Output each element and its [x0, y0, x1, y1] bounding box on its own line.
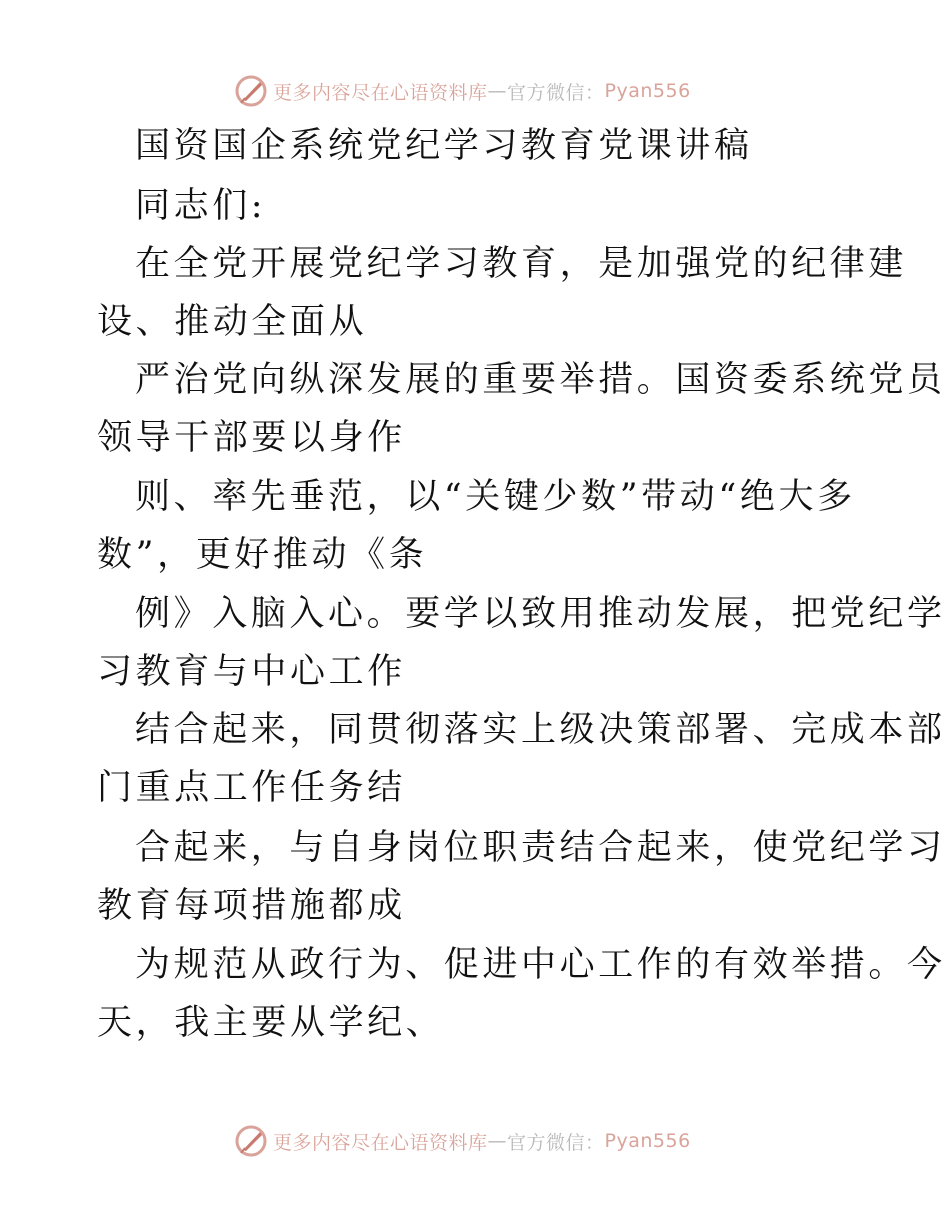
text-line: 为规范从政行为、促进中心工作的有效举措。今: [135, 945, 946, 985]
text-line: 合起来，与自身岗位职责结合起来，使党纪学习: [135, 828, 946, 868]
watermark-wechat-label: 官方微信：: [507, 81, 605, 104]
text-line: 教育每项措施都成: [97, 886, 406, 926]
text-line: 数”，更好推动《条: [97, 535, 428, 575]
watermark-separator: —: [487, 80, 508, 102]
text-line: 门重点工作任务结: [97, 768, 406, 808]
watermark-wechat-id: Pyan556: [604, 80, 691, 102]
watermark-separator: —: [487, 1130, 508, 1152]
watermark-text: 更多内容尽在心语资料库: [273, 1131, 488, 1154]
watermark-wechat-label: 官方微信：: [507, 1131, 605, 1154]
text-line: 严治党向纵深发展的重要举措。国资委系统党员: [135, 360, 946, 400]
text-line: 天，我主要从学纪、: [97, 1003, 445, 1043]
text-line: 例》入脑入心。要学以致用推动发展，把党纪学: [135, 594, 946, 634]
watermark-wechat-id: Pyan556: [604, 1130, 691, 1152]
text-line: 在全党开展党纪学习教育，是加强党的纪律建: [135, 244, 908, 284]
document-title: 国资国企系统党纪学习教育党课讲稿: [135, 126, 753, 166]
footer-watermark: [233, 1121, 691, 1161]
text-line: 领导干部要以身作: [97, 418, 406, 458]
text-line: 设、推动全面从: [97, 302, 368, 342]
text-line: 习教育与中心工作: [97, 652, 406, 692]
text-line: 结合起来，同贯彻落实上级决策部署、完成本部: [135, 710, 946, 750]
watermark-text: 更多内容尽在心语资料库: [273, 81, 488, 104]
quill-logo-icon: [233, 1123, 269, 1159]
text-line: 则、率先垂范，以“关键少数”带动“绝大多: [135, 477, 856, 517]
salutation: 同志们:: [135, 186, 267, 226]
